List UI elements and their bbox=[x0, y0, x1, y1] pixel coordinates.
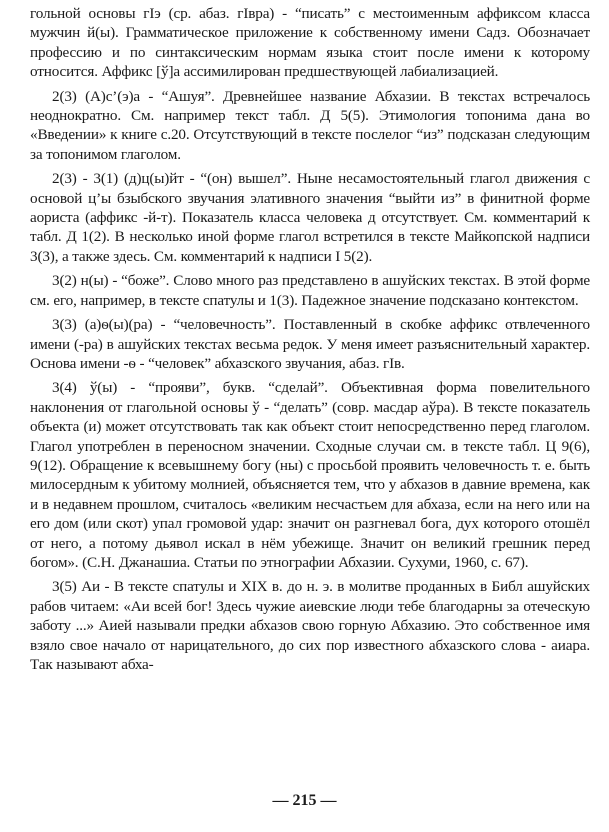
paragraph: 3(4) ў(ы) - “прояви”, букв. “сделай”. Объективная форма повелительного наклонения от глагольной основы ў - “делать” (совр. масдар аўра). В тексте показатель объекта (и) может отсутствовать так как объект стоит непосредственно перед глаголом. Глагол употреблен в переносном значении. Сходные случаи см. в тексте табл. Ц 9(6), 9(12). Обращение к всевышнему богу (ны) с просьбой проявить человечность т. е. быть милосердным к убитому молнией, объясняется тем, что у абхазов в давние времена, как и в недавнем прошлом, считалось «великим несчастьем для абхаза, если на него или на его дом (или скот) упал громовой удар: значит он разгневал бога, дух которого отошёл от него, а потому дьявол искал в нём убежище. Значит он великий грешник перед богом». (С.Н. Джанашиа. Статьи по этнографии Абхазии. Сухуми, 1960, с. 67). bbox=[30, 379, 590, 571]
page-number: — 215 — bbox=[272, 792, 337, 809]
paragraph: 3(3) (а)ѳ(ы)(ра) - “человечность”. Поставленный в скобке аффикс отвлеченного имени (-ра) в ашуйских текстах весьма редок. У меня имеет разъяснительный характер. Основа имени -ѳ - “человек” абхазского звучания, абаз. гIв. bbox=[30, 316, 590, 372]
paragraph: 2(3) (А)с’(э)а - “Ашуя”. Древнейшее название Абхазии. В текстах встречалось неоднократно. См. например текст табл. Д 5(5). Этимология топонима дана во «Введении» к книге с.20. Отсутствующий в тексте послелог “из” подсказан следующим за топонимом глаголом. bbox=[30, 87, 590, 163]
paragraph: гольной основы гIэ (ср. абаз. гIвра) - “писать” с местоименным аффиксом класса мужчин й(ы). Грамматическое приложение к собственному имени Садз. Обозначает профессию и по синтаксическим нормам языка стоит после имени к которому относится. Аффикс [ў]а ассимилирован предшествующей лабиализацией. bbox=[30, 5, 590, 81]
paragraph: 3(5) Аи - В тексте спатулы и XIX в. до н. э. в молитве проданных в Библ ашуйских рабов читаем: «Аи всей бог! Здесь чужие аиевские люди тебе благодарны за отеческую заботу ...» Аией называли предки абхазов свою горную Абхазию. Это собственное имя взяло свое начало от нарицательного, до сих пор известного абхазского слова - аиара. Так называют абха- bbox=[30, 578, 590, 673]
paragraph: 2(3) - 3(1) (д)ц(ы)йт - “(он) вышел”. Ныне несамостоятельный глагол движения с основой ц’ы бзыбского звучания элативного значения “выйти из” в финитной форме аориста (аффикс -й-т). Показатель класса человека д отсутствует. См. комментарий к табл. Д 1(2). В несколько иной форме глагол встретился в тексте Майкопской надписи 3(3), а также здесь. См. комментарий к надписи I 5(2). bbox=[30, 170, 590, 265]
body-text bbox=[30, 4, 590, 679]
paragraph: 3(2) н(ы) - “боже”. Слово много раз представлено в ашуйских текстах. В этой форме см. его, например, в тексте спатулы и 1(3). Падежное значение подсказано контекстом. bbox=[30, 272, 590, 309]
